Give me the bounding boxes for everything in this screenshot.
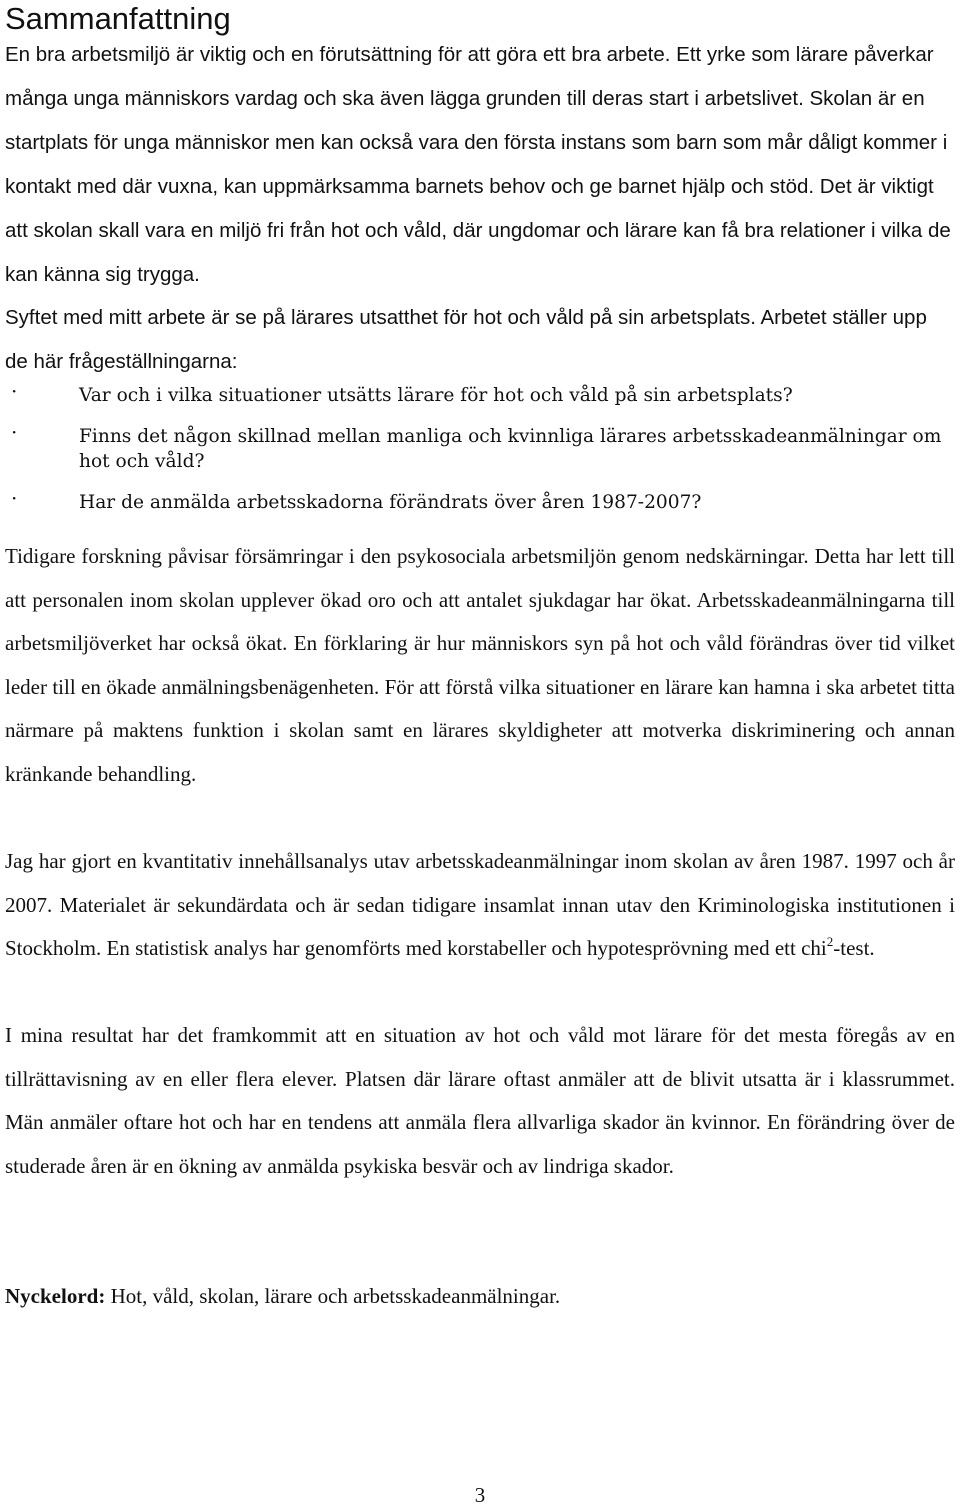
question-text: Finns det någon skillnad mellan manliga och kvinnliga lärares arbetsskadeanmälningar om hot och våld? bbox=[79, 426, 942, 472]
method-text-end: -test. bbox=[833, 936, 875, 961]
summary-paragraph-intro: En bra arbetsmiljö är viktig och en förutsättning för att göra ett bra arbete. Ett yrke som lärare påverkar många unga människors vardag och ska även lägga grunden till deras start i arbetslivet. Skolan är en startplats för unga människor men kan också vara den första instans som barn som mår dåligt kommer i kontakt med där vuxna, kan uppmärksamma barnets behov och ge barnet hjälp och stöd. Det är viktigt att skolan skall vara en miljö fri från hot och våld, där ungdomar och lärare kan få bra relationer i vilka de kan känna sig trygga. bbox=[5, 43, 951, 286]
superscript: 2 bbox=[826, 934, 834, 950]
bullet-icon: · bbox=[11, 379, 18, 403]
summary-paragraph-method bbox=[5, 840, 955, 971]
list-item bbox=[5, 379, 955, 408]
question-text: Har de anmälda arbetsskadorna förändrats över åren 1987-2007? bbox=[79, 492, 702, 513]
question-text: Var och i vilka situationer utsätts lärare för hot och våld på sin arbetsplats? bbox=[79, 385, 793, 406]
method-text: Jag har gjort en kvantitativ innehållsanalys utav arbetsskadeanmälningar inom skolan av åren 1987. 1997 och år 2007. Materialet är sekundärdata och är sedan tidigare insamlat innan utav den Kriminologiska institutionen i Stockholm. En statistisk analys har genomförts med korstabeller och hypotesprövning med ett chi bbox=[5, 849, 955, 961]
summary-paragraph-background: Tidigare forskning påvisar försämringar i den psykosociala arbetsmiljön genom nedskärningar. Detta har lett till att personalen inom skolan upplever ökad oro och att antalet sjukdagar har ökat. Arbetsskadeanmälningarna till arbetsmiljöverket har också ökat. En förklaring är hur människors syn på hot och våld förändras över tid vilket leder till en ökade anmälningsbenägenheten. För att förstå vilka situationer en lärare kan hamna i ska arbetet titta närmare på maktens funktion i skolan samt en lärares skyldigheter att motverka diskriminering och annan kränkande behandling. bbox=[5, 544, 955, 786]
bullet-icon: · bbox=[11, 486, 18, 510]
list-item bbox=[5, 486, 955, 515]
list-item bbox=[5, 420, 955, 474]
bullet-icon: · bbox=[11, 420, 18, 444]
page-number: 3 bbox=[474, 1483, 486, 1507]
summary-paragraph-results: I mina resultat har det framkommit att en situation av hot och våld mot lärare för det mesta föregås av en tillrättavisning av en eller flera elever. Platsen där lärare oftast anmäler att de blivit utsatta är i klassrummet. Män anmäler oftare hot och har en tendens att anmäla flera allvarliga skador än kvinnor. En förändring över de studerade åren är en ökning av anmälda psykiska besvär och av lindriga skador. bbox=[5, 1023, 955, 1178]
research-questions-list bbox=[5, 379, 955, 531]
section-title: Sammanfattning bbox=[5, 1, 231, 36]
keywords-text: Hot, våld, skolan, lärare och arbetsskadeanmälningar. bbox=[105, 1284, 561, 1308]
keywords-line bbox=[5, 1274, 955, 1318]
keywords-label: Nyckelord: bbox=[5, 1284, 106, 1308]
summary-paragraph-purpose: Syftet med mitt arbete är se på lärares utsatthet för hot och våld på sin arbetsplats. Arbetet ställer upp de här frågeställningarna: bbox=[5, 306, 927, 373]
